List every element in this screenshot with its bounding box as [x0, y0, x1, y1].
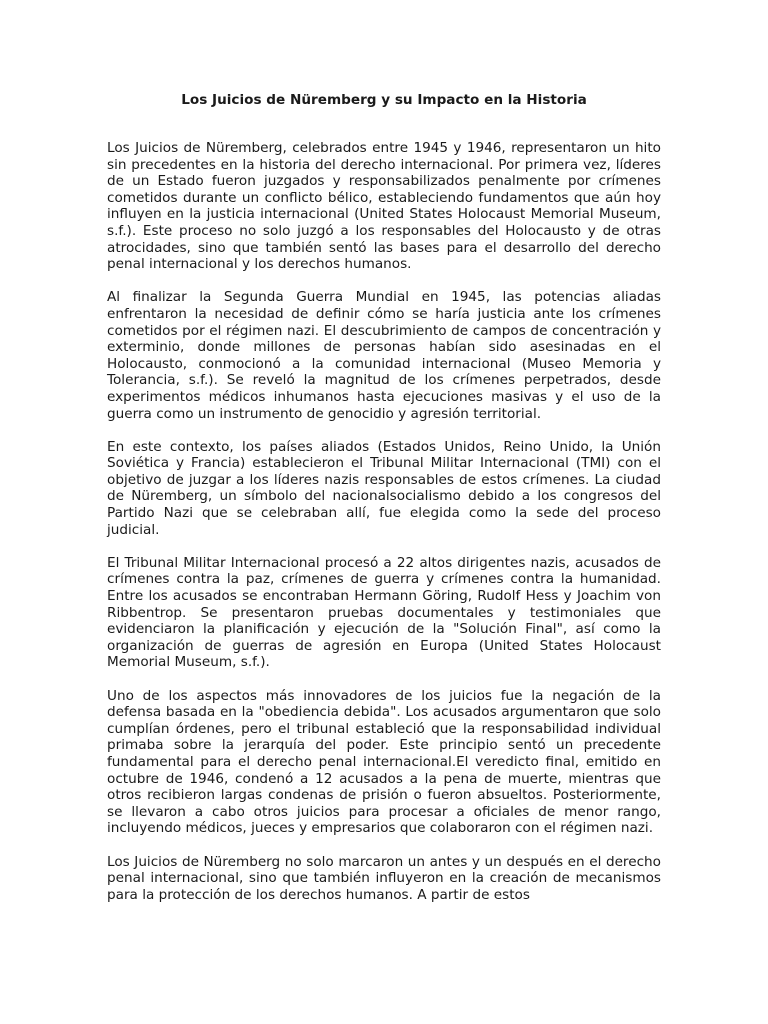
document-page: [107, 0, 661, 920]
paragraph-context: Al finalizar la Segunda Guerra Mundial en 1945, las potencias aliadas enfrentaron la necesidad de definir cómo se haría justicia ante los crímenes cometidos por el régimen nazi. El descubrimiento de campos de concentración y exterminio, donde millones de personas habían sido asesinadas en el Holocausto, conmocionó a la comunidad internacional (Museo Memoria y Tolerancia, s.f.). Se reveló la magnitud de los crímenes perpetrados, desde experimentos médicos inhumanos hasta ejecuciones masivas y el uso de la guerra como un instrumento de genocidio y agresión territorial.: [107, 289, 661, 422]
paragraph-intro: Los Juicios de Nüremberg, celebrados entre 1945 y 1946, representaron un hito sin precedentes en la historia del derecho internacional. Por primera vez, líderes de un Estado fueron juzgados y responsabilizados penalmente por crímenes cometidos durante un conflicto bélico, estableciendo fundamentos que aún hoy influyen en la justicia internacional (United States Holocaust Memorial Museum, s.f.). Este proceso no solo juzgó a los responsables del Holocausto y de otras atrocidades, sino que también sentó las bases para el desarrollo del derecho penal internacional y los derechos humanos.: [107, 140, 661, 273]
paragraph-defendants: El Tribunal Militar Internacional procesó a 22 altos dirigentes nazis, acusados de crímenes contra la paz, crímenes de guerra y crímenes contra la humanidad. Entre los acusados se encontraban Hermann Göring, Rudolf Hess y Joachim von Ribbentrop. Se presentaron pruebas documentales y testimoniales que evidenciaron la planificación y ejecución de la "Solución Final", así como la organización de guerras de agresión en Europa (United States Holocaust Memorial Museum, s.f.).: [107, 554, 661, 671]
paragraph-legacy: Los Juicios de Nüremberg no solo marcaron un antes y un después en el derecho penal internacional, sino que también influyeron en la creación de mecanismos para la protección de los derechos humanos. A partir de estos: [107, 853, 661, 903]
document-body: [107, 140, 661, 903]
document-title: Los Juicios de Nüremberg y su Impacto en la Historia: [181, 92, 587, 108]
paragraph-due-obedience: Uno de los aspectos más innovadores de los juicios fue la negación de la defensa basada en la "obediencia debida". Los acusados argumentaron que solo cumplían órdenes, pero el tribunal estableció que la responsabilidad individual primaba sobre la jerarquía del poder. Este principio sentó un precedente fundamental para el derecho penal internacional.El veredicto final, emitido en octubre de 1946, condenó a 12 acusados a la pena de muerte, mientras que otros recibieron largas condenas de prisión o fueron absueltos. Posteriormente, se llevaron a cabo otros juicios para procesar a oficiales de menor rango, incluyendo médicos, jueces y empresarios que colaboraron con el régimen nazi.: [107, 687, 661, 837]
paragraph-tribunal: En este contexto, los países aliados (Estados Unidos, Reino Unido, la Unión Soviética y Francia) establecieron el Tribunal Militar Internacional (TMI) con el objetivo de juzgar a los líderes nazis responsables de estos crímenes. La ciudad de Nüremberg, un símbolo del nacionalsocialismo debido a los congresos del Partido Nazi que se celebraban allí, fue elegida como la sede del proceso judicial.: [107, 438, 661, 538]
